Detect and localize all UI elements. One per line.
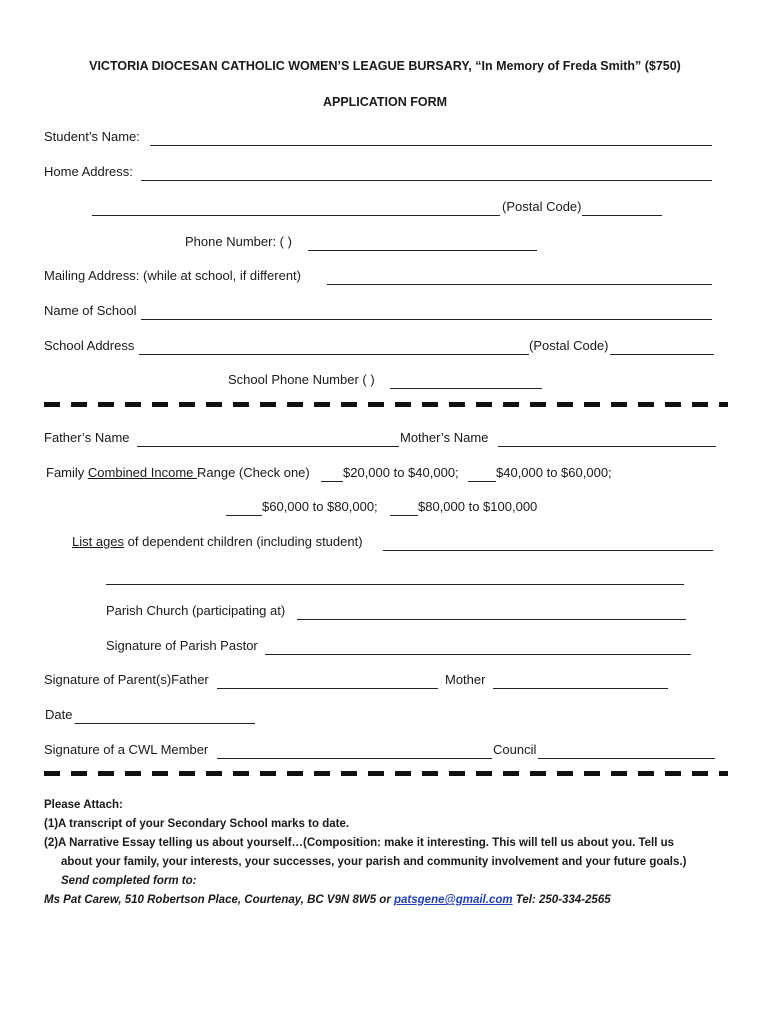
school-phone-line[interactable] xyxy=(390,388,542,389)
attach-heading: Please Attach: xyxy=(44,799,123,811)
income-option-2: $40,000 to $60,000; xyxy=(496,465,612,480)
postal-code-line[interactable] xyxy=(582,215,662,216)
father-name-line[interactable] xyxy=(137,446,399,447)
date-line[interactable] xyxy=(75,723,255,724)
cwl-member-line[interactable] xyxy=(217,758,492,759)
parish-pastor-label: Signature of Parish Pastor xyxy=(106,638,258,653)
mother-name-line[interactable] xyxy=(498,446,716,447)
income-option-3: $60,000 to $80,000; xyxy=(262,499,378,514)
phone-number-label: Phone Number: ( ) xyxy=(185,234,292,249)
attach-item-2-line-2: about your family, your interests, your successes, your parish and community involvement and your future goals.) xyxy=(61,856,687,868)
mother-signature-label: Mother xyxy=(445,672,486,687)
student-name-line[interactable] xyxy=(150,145,712,146)
dashed-divider xyxy=(44,402,728,407)
postal-code-label: (Postal Code) xyxy=(502,199,582,214)
school-postal-code-line[interactable] xyxy=(610,354,714,355)
dependent-children-line-2[interactable] xyxy=(106,584,684,585)
mother-name-label: Mother’s Name xyxy=(400,430,489,445)
income-checkbox-4[interactable] xyxy=(390,515,418,516)
mailing-address-label: Mailing Address: (while at school, if different) xyxy=(44,268,301,283)
school-name-label: Name of School xyxy=(44,303,137,318)
school-postal-code-label: (Postal Code) xyxy=(529,338,609,353)
email-link[interactable]: patsgene@gmail.com xyxy=(394,894,513,906)
council-label: Council xyxy=(493,742,537,757)
income-option-1: $20,000 to $40,000; xyxy=(343,465,459,480)
dependent-children-rest: of dependent children (including student) xyxy=(124,534,363,549)
parent-signature-label: Signature of Parent(s)Father xyxy=(44,672,209,687)
mother-signature-line[interactable] xyxy=(493,688,668,689)
father-signature-line[interactable] xyxy=(217,688,438,689)
contact-line xyxy=(44,894,611,906)
dashed-divider-2 xyxy=(44,771,728,776)
home-address-label: Home Address: xyxy=(44,164,133,179)
date-label: Date xyxy=(45,707,73,722)
dependent-children-line[interactable] xyxy=(383,550,713,551)
income-option-4: $80,000 to $100,000 xyxy=(418,499,538,514)
cwl-member-label: Signature of a CWL Member xyxy=(44,742,209,757)
parish-church-line[interactable] xyxy=(297,619,686,620)
father-name-label: Father’s Name xyxy=(44,430,130,445)
school-phone-label: School Phone Number ( ) xyxy=(228,372,375,387)
council-line[interactable] xyxy=(538,758,715,759)
parish-church-label: Parish Church (participating at) xyxy=(106,603,286,618)
dependent-children-label xyxy=(72,534,363,549)
income-checkbox-3[interactable] xyxy=(226,515,262,516)
home-address-line-2[interactable] xyxy=(92,215,500,216)
send-to-label: Send completed form to: xyxy=(61,875,197,887)
parish-pastor-line[interactable] xyxy=(265,654,691,655)
income-range-label xyxy=(46,465,310,480)
school-address-label: School Address xyxy=(44,338,135,353)
attach-item-1: (1)A transcript of your Secondary School marks to date. xyxy=(44,818,350,830)
income-suffix: Range (Check one) xyxy=(197,465,310,480)
school-name-line[interactable] xyxy=(141,319,712,320)
form-title: VICTORIA DIOCESAN CATHOLIC WOMEN’S LEAGUE BURSARY, “In Memory of Freda Smith” ($750) xyxy=(89,59,681,73)
student-name-label: Student’s Name: xyxy=(44,129,140,144)
mailing-address-line[interactable] xyxy=(327,284,712,285)
income-checkbox-1[interactable] xyxy=(321,481,343,482)
income-checkbox-2[interactable] xyxy=(468,481,496,482)
form-subtitle: APPLICATION FORM xyxy=(322,95,448,109)
contact-address: Ms Pat Carew, 510 Robertson Place, Courtenay, BC V9N 8W5 or xyxy=(44,894,395,906)
income-underlined: Combined Income xyxy=(87,465,198,480)
list-ages-underlined: List ages xyxy=(72,534,125,549)
phone-number-line[interactable] xyxy=(308,250,537,251)
home-address-line[interactable] xyxy=(141,180,712,181)
attach-item-2-line-1: (2)A Narrative Essay telling us about yourself…(Composition: make it interesting. This will tell us about you. Tell us xyxy=(44,837,675,849)
income-prefix: Family xyxy=(46,465,88,480)
school-address-line[interactable] xyxy=(139,354,529,355)
contact-tel: Tel: 250-334-2565 xyxy=(512,894,611,906)
